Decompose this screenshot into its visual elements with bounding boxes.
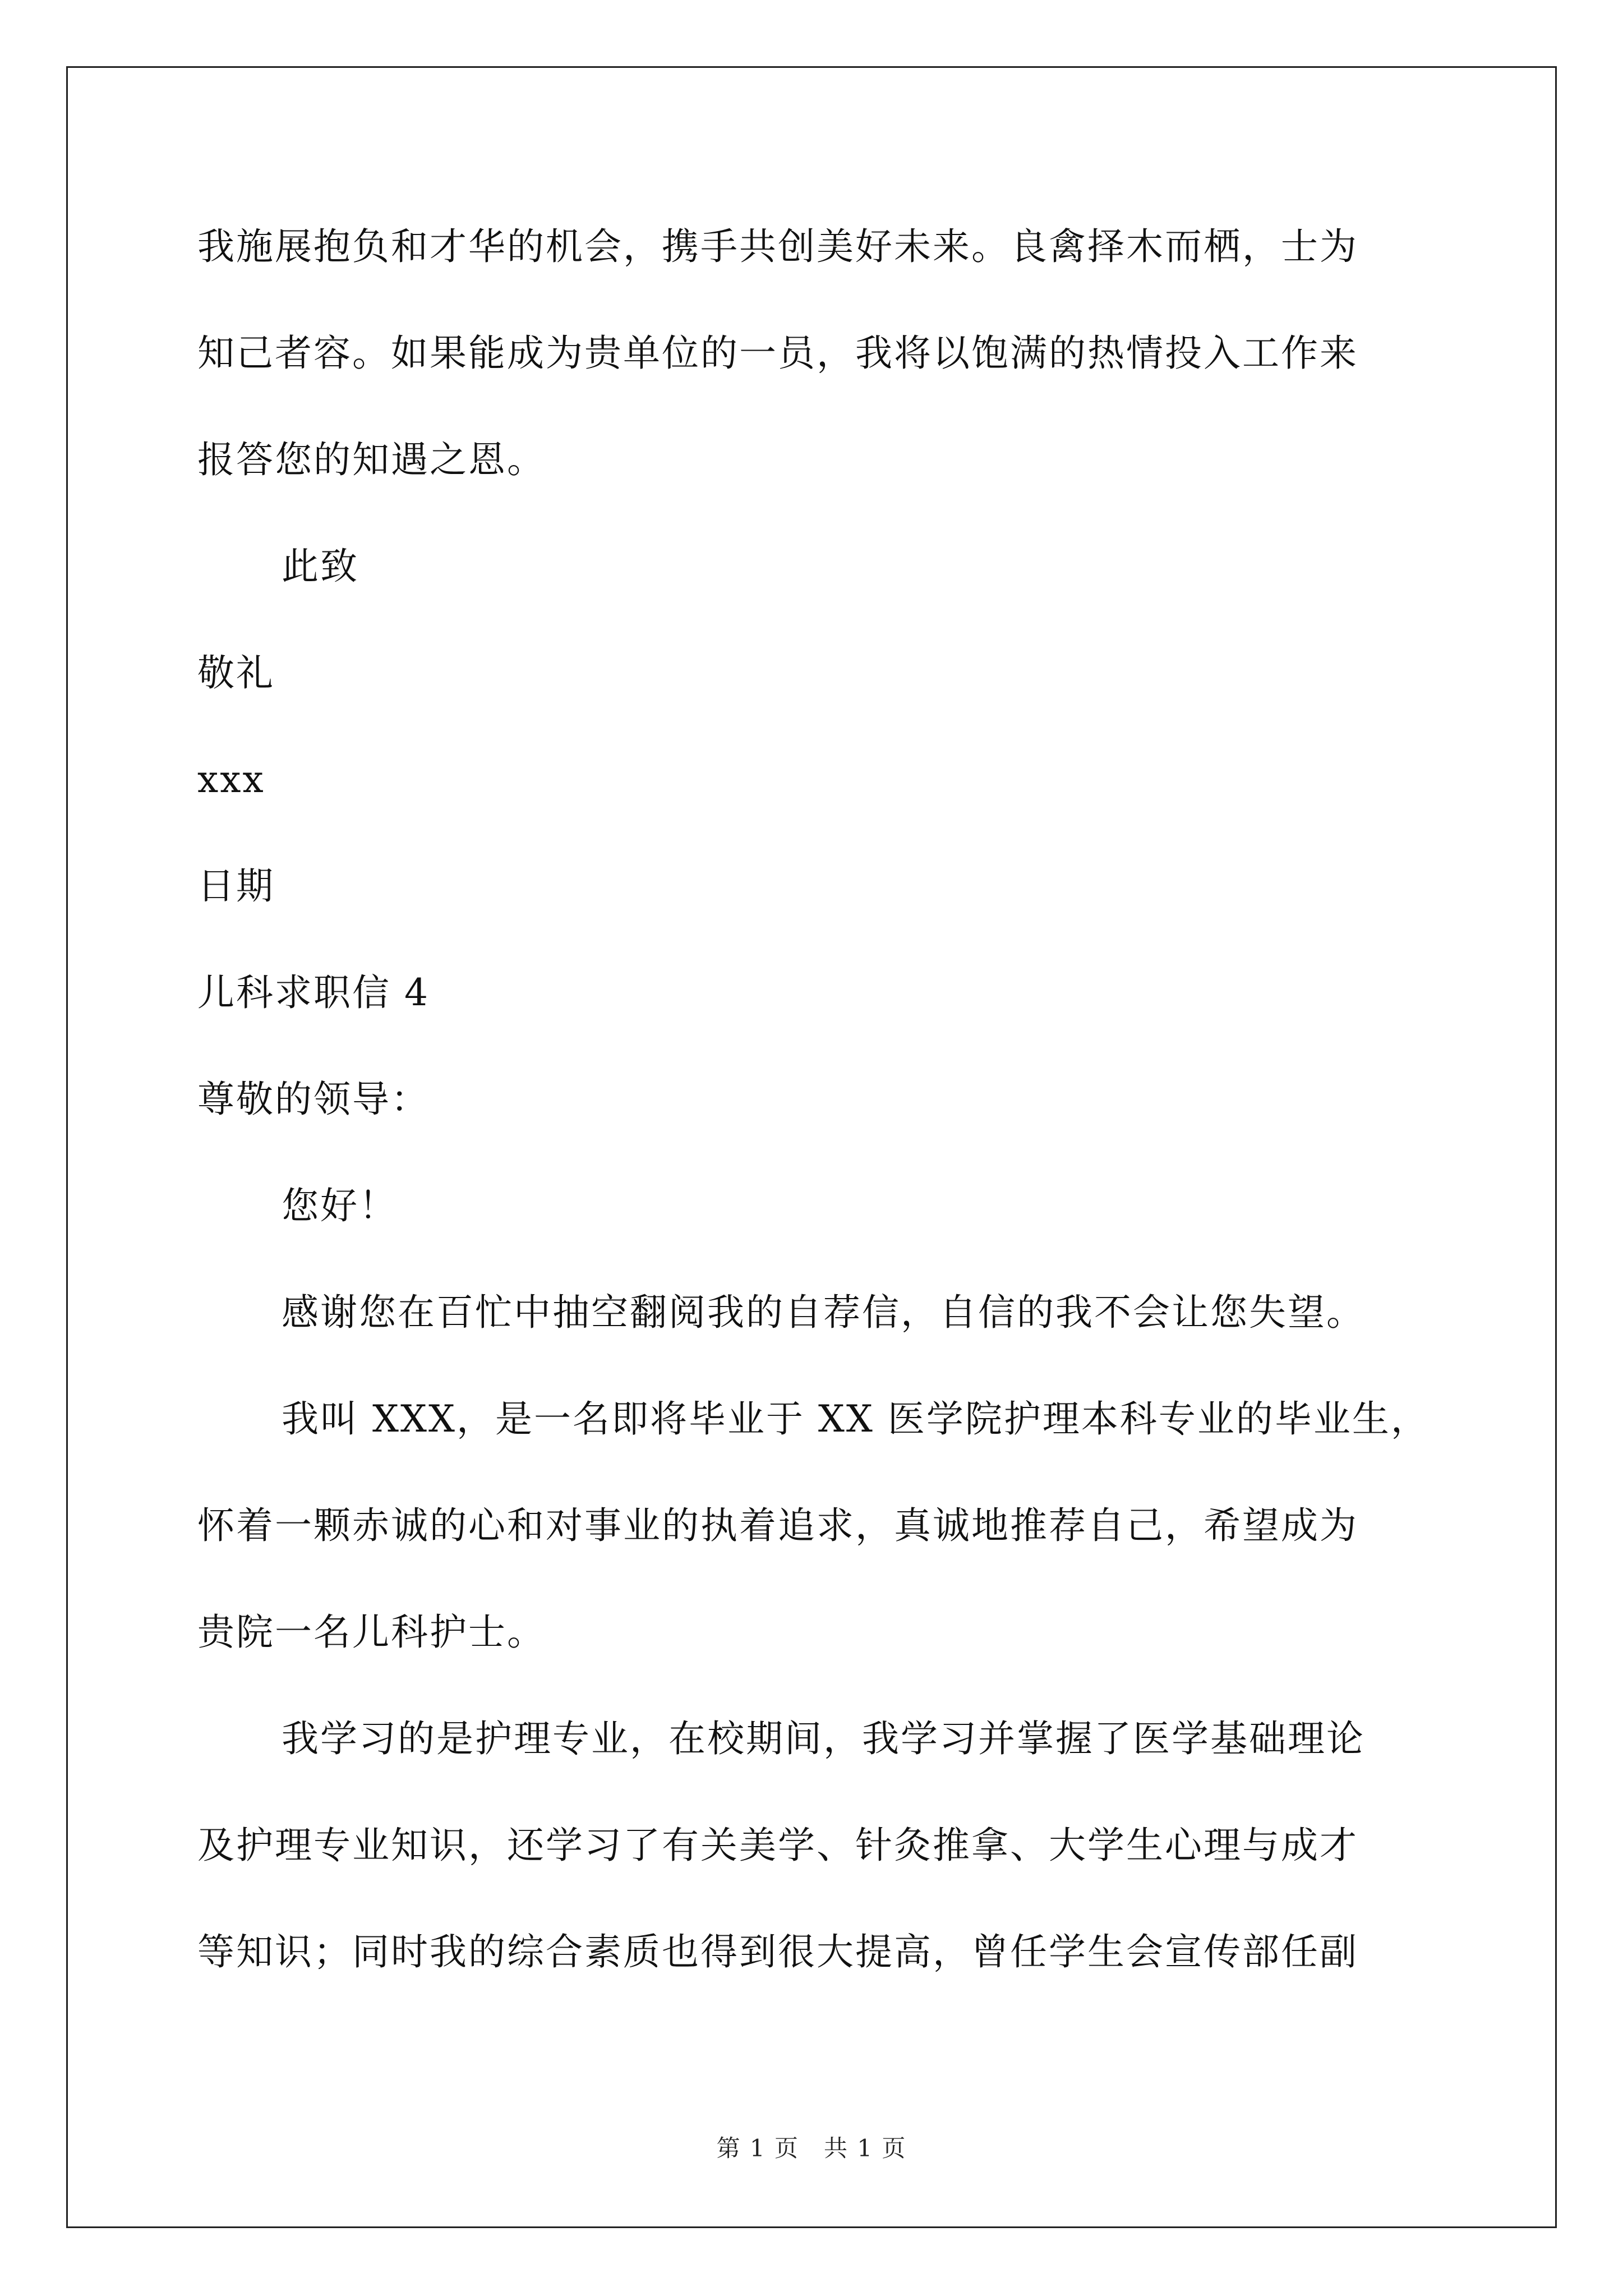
page-footer: 第 1 页 共 1 页 — [716, 2134, 907, 2162]
paragraph-study-line-3: 等知识；同时我的综合素质也得到很大提高，曾任学生会宣传部任副 — [197, 1930, 1358, 1973]
paragraph-study-line-2: 及护理专业知识，还学习了有关美学、针灸推拿、大学生心理与成才 — [197, 1824, 1358, 1867]
paragraph-intro-line-1: 我叫 XXX，是一名即将毕业于 XX 医学院护理本科专业的毕业生， — [282, 1397, 1430, 1441]
signature-name: xxx — [197, 758, 265, 801]
page-border — [66, 66, 1557, 2228]
letter-greeting: 尊敬的领导： — [197, 1078, 430, 1121]
greeting-hello: 您好！ — [282, 1184, 398, 1227]
paragraph-thanks: 感谢您在百忙中抽空翻阅我的自荐信，自信的我不会让您失望。 — [282, 1291, 1365, 1334]
regards-line: 敬礼 — [197, 651, 275, 694]
text-line-2: 知己者容。如果能成为贵单位的一员，我将以饱满的热情投入工作来 — [197, 332, 1358, 375]
paragraph-study-line-1: 我学习的是护理专业，在校期间，我学习并掌握了医学基础理论 — [282, 1717, 1365, 1760]
salutation-closing: 此致 — [282, 545, 359, 588]
text-line-3: 报答您的知遇之恩。 — [197, 438, 546, 481]
paragraph-intro-line-2: 怀着一颗赤诚的心和对事业的执着追求，真诚地推荐自己，希望成为 — [197, 1504, 1358, 1547]
paragraph-intro-line-3: 贵院一名儿科护士。 — [197, 1611, 546, 1654]
text-line-1: 我施展抱负和才华的机会，携手共创美好未来。良禽择木而栖，士为 — [197, 225, 1358, 268]
signature-date: 日期 — [197, 864, 275, 908]
section-heading: 儿科求职信 4 — [197, 971, 430, 1014]
